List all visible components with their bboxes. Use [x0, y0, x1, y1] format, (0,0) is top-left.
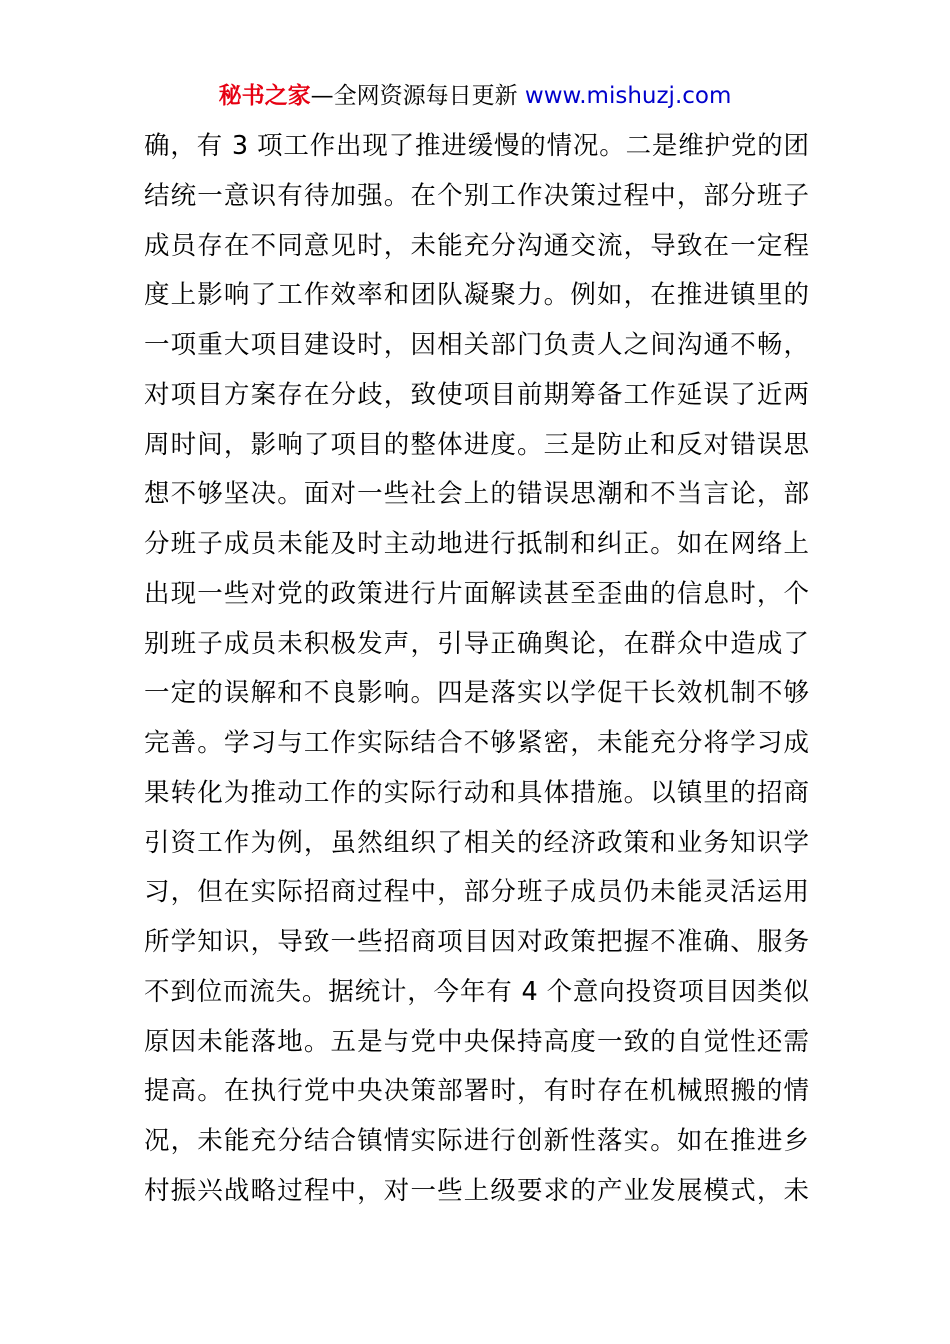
text-line: 提高。在执行党中央决策部署时，有时存在机械照搬的情: [144, 1076, 809, 1107]
text-line: 度上影响了工作效率和团队凝聚力。例如，在推进镇里的: [144, 280, 809, 311]
text-line: 引资工作为例，虽然组织了相关的经济政策和业务知识学: [144, 827, 809, 858]
text-line: 确，有 3 项工作出现了推进缓慢的情况。二是维护党的团: [144, 131, 809, 161]
text-line: 一项重大项目建设时，因相关部门负责人之间沟通不畅，: [144, 330, 809, 360]
text-line: 结统一意识有待加强。在个别工作决策过程中，部分班子: [144, 180, 809, 211]
document-body: [144, 122, 809, 1217]
text-line: 原因未能落地。五是与党中央保持高度一致的自觉性还需: [144, 1026, 809, 1057]
text-line: 况，未能充分结合镇情实际进行创新性落实。如在推进乡: [144, 1126, 809, 1156]
site-url[interactable]: www.mishuzj.com: [524, 83, 732, 109]
text-line: 想不够坚决。面对一些社会上的错误思潮和不当言论，部: [144, 479, 809, 510]
text-line: 不到位而流失。据统计，今年有 4 个意向投资项目因类似: [144, 976, 809, 1007]
text-line: 所学知识，导致一些招商项目因对政策把握不准确、服务: [144, 927, 809, 957]
text-line: 别班子成员未积极发声，引导正确舆论，在群众中造成了: [144, 628, 809, 659]
text-line: 对项目方案存在分歧，致使项目前期筹备工作延误了近两: [144, 379, 809, 410]
page-header: [0, 80, 950, 112]
text-line: 成员存在不同意见时，未能充分沟通交流，导致在一定程: [144, 230, 809, 261]
site-tagline: —全网资源每日更新: [310, 83, 525, 109]
text-line: 完善。学习与工作实际结合不够紧密，未能充分将学习成: [144, 728, 809, 758]
text-line: 出现一些对党的政策进行片面解读甚至歪曲的信息时，个: [144, 578, 809, 609]
text-line: 村振兴战略过程中，对一些上级要求的产业发展模式，未: [144, 1175, 809, 1206]
text-line: 习，但在实际招商过程中，部分班子成员仍未能灵活运用: [144, 877, 809, 908]
site-brand: 秘书之家: [218, 83, 311, 109]
text-line: 一定的误解和不良影响。四是落实以学促干长效机制不够: [144, 678, 809, 709]
text-line: 果转化为推动工作的实际行动和具体措施。以镇里的招商: [144, 777, 809, 808]
text-line: 分班子成员未能及时主动地进行抵制和纠正。如在网络上: [144, 529, 809, 559]
text-line: 周时间，影响了项目的整体进度。三是防止和反对错误思: [144, 429, 809, 460]
